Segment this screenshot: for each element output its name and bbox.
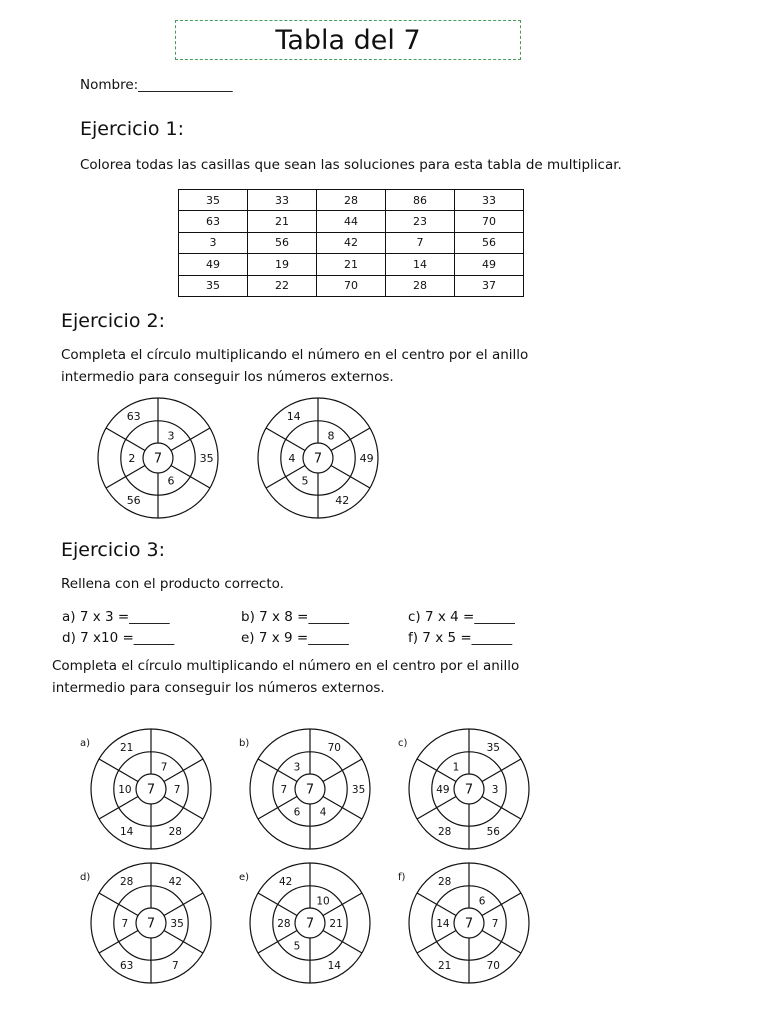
operation-d[interactable]: d) 7 x10 =______ [62, 630, 175, 646]
table-cell[interactable]: 56 [248, 232, 317, 253]
operation-b[interactable]: b) 7 x 8 =______ [241, 609, 349, 625]
exercise-3-wheel-e-wheel [250, 863, 370, 983]
exercise-2-heading: Ejercicio 2: [61, 310, 165, 332]
exercise-3-wheel-c-divider [482, 759, 521, 782]
table-cell[interactable]: 23 [386, 211, 455, 232]
exercise-2-wheel-2-outer-number: 42 [335, 494, 350, 508]
exercise-3-wheel-label: b) [239, 738, 250, 749]
table-cell[interactable]: 28 [317, 190, 386, 211]
exercise-3-wheel-f-divider [417, 931, 456, 954]
exercise-3-heading: Ejercicio 3: [61, 539, 165, 561]
table-cell[interactable]: 49 [455, 254, 524, 275]
table-cell[interactable]: 35 [179, 190, 248, 211]
exercise-3-wheel-e-middle-number: 28 [277, 918, 291, 930]
exercise-3-wheel-a-wheel [91, 729, 211, 849]
exercise-2-wheel-1-outer-number: 63 [126, 409, 141, 423]
table-cell[interactable]: 37 [455, 275, 524, 296]
table-cell[interactable]: 35 [179, 275, 248, 296]
exercise-3-wheel-a-outer-number: 21 [120, 741, 134, 754]
exercise-3-wheel-b-middle-number: 3 [293, 761, 301, 774]
exercise-3-wheel-f-center-number: 7 [464, 916, 474, 932]
exercise-2-wheel-2-center-number: 7 [313, 451, 323, 467]
operation-a[interactable]: a) 7 x 3 =______ [62, 609, 170, 625]
exercise-3-wheel-b-center-number: 7 [305, 782, 315, 798]
exercise-2-wheel-1-divider [106, 466, 145, 489]
exercise-3-wheel-b-middle-number: 4 [319, 806, 327, 819]
name-field-label: Nombre:______________ [80, 77, 233, 93]
exercise-2-wheel-1-middle-number: 6 [167, 474, 175, 488]
exercise-3-circles-instruction-line-1: Completa el círculo multiplicando el número en el centro por el anillo [52, 658, 520, 674]
exercise-3-wheel-d-wheel [91, 863, 211, 983]
table-cell[interactable]: 21 [317, 254, 386, 275]
exercise-2-wheel-2-wheel [258, 398, 378, 518]
exercise-3-wheel-label: a) [80, 738, 91, 749]
exercise-3-wheel-d-divider [164, 931, 203, 954]
exercise-3-wheel-f-divider [482, 893, 521, 916]
table-cell[interactable]: 33 [248, 190, 317, 211]
table-cell[interactable]: 3 [179, 232, 248, 253]
exercise-3-wheel-c-divider [482, 797, 521, 820]
exercise-3-wheel-d-middle-number: 7 [121, 918, 129, 930]
exercise-3-wheel-b-divider [258, 797, 297, 820]
operation-f[interactable]: f) 7 x 5 =______ [408, 630, 513, 646]
exercise-2-wheel-1-center-number: 7 [153, 451, 163, 467]
exercise-3-wheel-label: f) [398, 872, 406, 883]
exercise-3-wheel-f-middle-number: 7 [491, 918, 499, 930]
exercise-3-wheel-f-divider [482, 931, 521, 954]
exercise-3-wheel-e-middle-number: 10 [316, 895, 330, 908]
exercise-3-wheel-c-divider [417, 797, 456, 820]
exercise-1-heading: Ejercicio 1: [80, 118, 184, 140]
table-cell[interactable]: 63 [179, 211, 248, 232]
exercise-3-wheel-d-outer-number: 42 [168, 875, 182, 888]
exercise-3-wheel-d-divider [164, 893, 203, 916]
table-cell[interactable]: 56 [455, 232, 524, 253]
exercise-3-wheel-d-divider [99, 893, 138, 916]
exercise-3-wheel-a-divider [99, 759, 138, 782]
exercise-3-wheel-e-outer-number: 42 [279, 875, 293, 888]
worksheet-title: Tabla del 7 [175, 20, 521, 60]
exercise-3-wheel-b-outer-number: 35 [351, 784, 366, 796]
exercise-3-wheel-b-middle-number: 7 [280, 784, 288, 796]
exercise-2-wheel-2-outer-number: 49 [359, 452, 374, 465]
exercise-2-wheel-1-outer-number: 35 [199, 452, 214, 465]
table-cell[interactable]: 14 [386, 254, 455, 275]
table-cell[interactable]: 44 [317, 211, 386, 232]
exercise-3-wheel-d-middle-number: 35 [170, 918, 184, 930]
exercise-3-wheel-a-divider [164, 797, 203, 820]
exercise-3-wheel-label: c) [398, 738, 408, 749]
exercise-3-wheel-d-divider [99, 931, 138, 954]
exercise-3-wheel-c-middle-number: 3 [491, 784, 499, 796]
exercise-1-instruction: Colorea todas las casillas que sean las soluciones para esta tabla de multiplicar. [80, 157, 622, 173]
exercise-3-wheel-c-outer-number: 56 [486, 826, 500, 839]
table-cell[interactable]: 86 [386, 190, 455, 211]
exercise-3-wheel-b-outer-number: 70 [327, 741, 341, 754]
exercise-3-wheel-b-divider [323, 797, 362, 820]
exercise-3-wheel-a-outer-number: 28 [168, 826, 182, 839]
exercise-3-wheel-c-middle-number: 1 [452, 761, 460, 774]
exercise-3-wheel-c-outer-number: 35 [486, 741, 500, 754]
operation-c[interactable]: c) 7 x 4 =______ [408, 609, 515, 625]
exercise-3-wheel-b-divider [258, 759, 297, 782]
exercise-2-wheel-2-middle-number: 5 [301, 474, 309, 488]
exercise-3-wheel-d-outer-number: 7 [171, 960, 179, 973]
exercise-2-wheel-2-divider [266, 466, 305, 489]
operation-e[interactable]: e) 7 x 9 =______ [241, 630, 349, 646]
table-cell[interactable]: 42 [317, 232, 386, 253]
table-cell[interactable]: 33 [455, 190, 524, 211]
exercise-3-wheel-f-outer-number: 28 [438, 875, 452, 888]
exercise-3-circles-instruction-line-2: intermedio para conseguir los números externos. [52, 680, 385, 696]
table-cell[interactable]: 21 [248, 211, 317, 232]
exercise-3-wheel-a-center-number: 7 [146, 782, 156, 798]
exercise-3-wheel-d-center-number: 7 [146, 916, 156, 932]
exercise-3-wheel-c-outer-number: 28 [438, 826, 452, 839]
exercise-2-wheel-1-outer-number: 56 [126, 494, 141, 508]
exercise-3-wheel-f-outer-number: 70 [486, 960, 500, 973]
table-cell[interactable]: 28 [386, 275, 455, 296]
exercise-2-wheel-1-divider [171, 466, 210, 489]
table-cell[interactable]: 7 [386, 232, 455, 253]
exercise-3-wheel-f-middle-number: 6 [478, 895, 486, 908]
table-cell[interactable]: 49 [179, 254, 248, 275]
exercise-3-wheel-c-wheel [409, 729, 529, 849]
exercise-3-wheel-f-wheel [409, 863, 529, 983]
exercise-2-wheel-2-middle-number: 8 [327, 429, 335, 443]
exercise-3-wheel-f-outer-number: 21 [438, 960, 452, 973]
exercise-3-wheel-a-divider [164, 759, 203, 782]
exercise-2-wheel-2-divider [331, 428, 370, 451]
exercise-2-wheel-1-divider [171, 428, 210, 451]
exercise-3-wheel-a-outer-number: 14 [120, 826, 134, 839]
exercise-3-wheel-e-outer-number: 14 [327, 960, 341, 973]
exercise-3-wheel-d-outer-number: 28 [120, 875, 134, 888]
table-cell[interactable]: 19 [248, 254, 317, 275]
exercise-3-wheel-e-center-number: 7 [305, 916, 315, 932]
exercise-3-wheel-b-wheel [250, 729, 370, 849]
exercise-2-wheel-1-divider [106, 428, 145, 451]
exercise-3-wheel-c-center-number: 7 [464, 782, 474, 798]
exercise-2-instruction-line-2: intermedio para conseguir los números externos. [61, 369, 394, 385]
exercise-2-wheel-1-wheel [98, 398, 218, 518]
table-cell[interactable]: 22 [248, 275, 317, 296]
exercise-3-wheel-e-middle-number: 5 [293, 940, 301, 953]
exercise-2-wheel-2-middle-number: 4 [288, 452, 296, 465]
table-cell[interactable]: 70 [455, 211, 524, 232]
exercise-2-instruction-line-1: Completa el círculo multiplicando el número en el centro por el anillo [61, 347, 529, 363]
exercise-3-wheel-label: e) [239, 872, 250, 883]
exercise-3-wheel-f-middle-number: 14 [436, 918, 450, 930]
exercise-3-instruction: Rellena con el producto correcto. [61, 576, 284, 592]
exercise-3-wheel-e-divider [258, 931, 297, 954]
table-cell[interactable]: 70 [317, 275, 386, 296]
exercise-3-wheel-f-divider [417, 893, 456, 916]
exercise-3-wheel-a-divider [99, 797, 138, 820]
exercise-3-wheel-c-divider [417, 759, 456, 782]
exercise-3-wheel-b-middle-number: 6 [293, 806, 301, 819]
exercise-2-wheel-1-middle-number: 2 [128, 452, 136, 465]
exercise-2-wheel-2-outer-number: 14 [286, 409, 301, 423]
exercise-3-wheel-a-middle-number: 7 [173, 784, 181, 796]
exercise-2-wheel-2-divider [266, 428, 305, 451]
exercise-2-wheel-1-middle-number: 3 [167, 429, 175, 443]
exercise-3-wheel-b-divider [323, 759, 362, 782]
exercise-3-wheel-e-middle-number: 21 [329, 918, 343, 930]
exercise-3-wheel-d-outer-number: 63 [120, 960, 134, 973]
exercise-3-wheel-e-divider [323, 931, 362, 954]
exercise-3-wheel-label: d) [80, 872, 91, 883]
exercise-3-wheel-a-middle-number: 10 [118, 784, 132, 796]
exercise-3-wheel-e-divider [258, 893, 297, 916]
exercise-2-wheel-2-divider [331, 466, 370, 489]
exercise-3-wheel-a-middle-number: 7 [160, 761, 168, 774]
exercise-3-wheel-c-middle-number: 49 [436, 784, 450, 796]
